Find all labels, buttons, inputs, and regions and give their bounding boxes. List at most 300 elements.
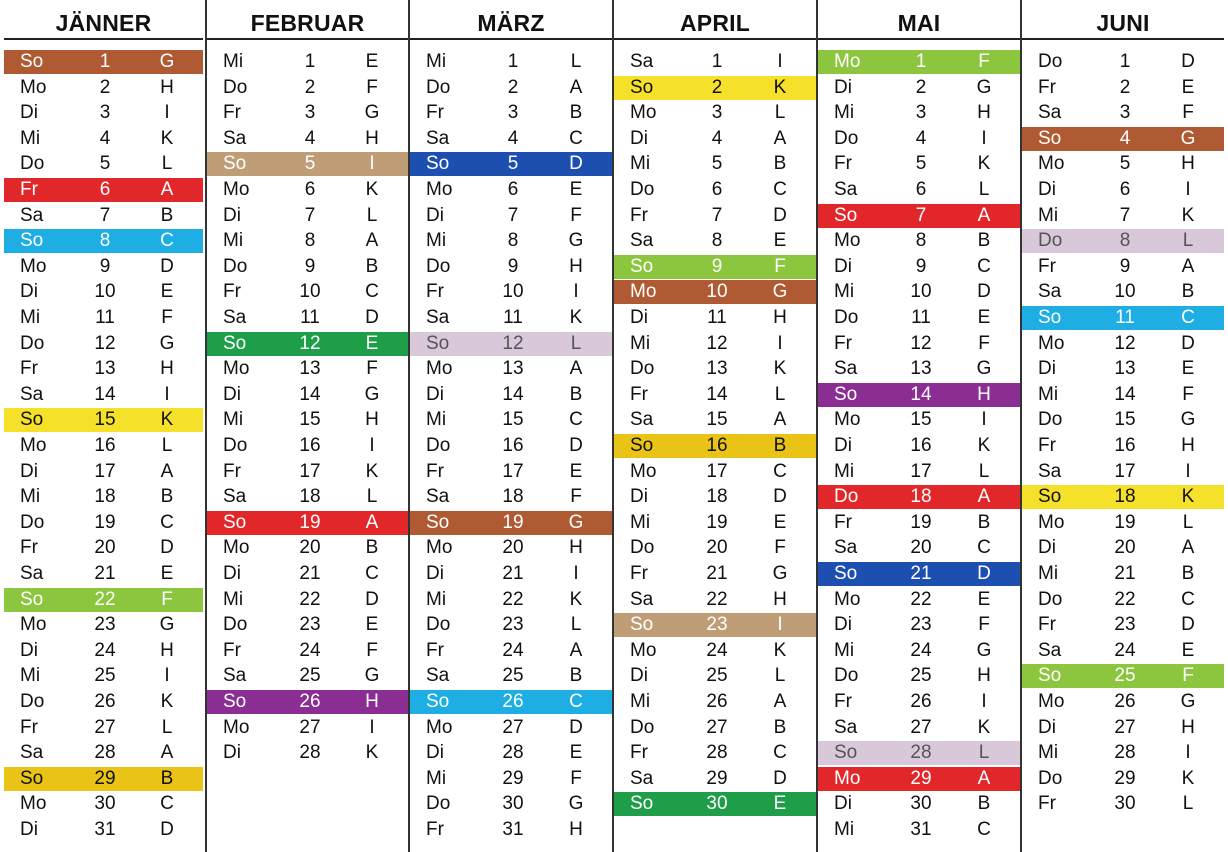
day-number: 25 — [94, 665, 116, 687]
highlighted-day-row — [818, 741, 1020, 765]
sunday-letter: E — [773, 793, 787, 815]
sunday-letter: L — [570, 332, 582, 354]
day-number: 6 — [711, 179, 723, 200]
weekday-label: Fr — [630, 383, 648, 405]
sunday-letter: D — [773, 204, 787, 226]
day-number: 19 — [910, 511, 932, 533]
day-number: 1 — [507, 51, 519, 72]
day-number: 10 — [502, 281, 524, 303]
day-row — [614, 50, 816, 74]
weekday-label: So — [834, 742, 858, 764]
weekday-label: Mi — [834, 281, 855, 303]
sunday-letter: G — [772, 563, 788, 584]
day-row — [1022, 792, 1224, 816]
weekday-label: Fr — [223, 102, 241, 124]
weekday-label: Sa — [1038, 281, 1062, 303]
weekday-label: Mo — [426, 358, 453, 380]
day-row — [1022, 434, 1224, 458]
day-number: 14 — [299, 383, 321, 405]
sunday-letter: I — [573, 281, 579, 303]
day-number: 27 — [94, 716, 116, 738]
sunday-letter: I — [981, 409, 987, 431]
day-row — [818, 664, 1020, 688]
weekday-label: So — [1038, 486, 1062, 508]
weekday-label: Mo — [834, 588, 861, 610]
highlighted-day-row — [410, 152, 612, 176]
sunday-letter: C — [773, 179, 787, 200]
day-number: 11 — [300, 307, 320, 328]
day-number: 8 — [711, 230, 723, 252]
weekday-label: Di — [20, 102, 38, 124]
sunday-letter: B — [1181, 281, 1195, 303]
weekday-label: Di — [223, 563, 241, 584]
day-row — [410, 101, 612, 125]
day-number: 12 — [706, 332, 728, 354]
day-row — [614, 511, 816, 535]
sunday-letter: H — [160, 76, 174, 98]
weekday-label: So — [20, 409, 44, 431]
sunday-letter: K — [977, 153, 991, 175]
highlighted-day-row — [4, 50, 203, 74]
sunday-letter: K — [773, 76, 787, 98]
day-number: 21 — [94, 563, 116, 584]
sunday-letter: I — [573, 563, 579, 584]
sunday-letter: C — [160, 793, 174, 815]
highlighted-day-row — [1022, 127, 1224, 151]
day-row — [614, 536, 816, 560]
day-row — [4, 562, 203, 586]
day-row — [818, 255, 1020, 279]
day-row — [818, 434, 1020, 458]
weekday-label: Di — [630, 486, 648, 508]
day-row — [4, 152, 203, 176]
day-row — [614, 127, 816, 151]
highlighted-day-row — [614, 613, 816, 637]
highlighted-day-row — [614, 434, 816, 458]
day-row — [614, 152, 816, 176]
weekday-label: Sa — [426, 486, 450, 508]
day-number: 2 — [304, 76, 316, 98]
weekday-label: Sa — [630, 588, 654, 610]
day-number: 26 — [502, 691, 524, 712]
day-number: 1 — [304, 51, 316, 72]
weekday-label: Mi — [1038, 742, 1059, 764]
sunday-letter: D — [365, 588, 379, 610]
day-row — [614, 178, 816, 202]
sunday-letter: H — [365, 691, 379, 712]
weekday-label: Fr — [1038, 614, 1056, 636]
day-number: 28 — [706, 742, 728, 764]
day-number: 9 — [711, 255, 723, 277]
weekday-label: Mi — [20, 665, 41, 687]
weekday-label: Mi — [426, 409, 447, 431]
weekday-label: So — [20, 588, 44, 610]
day-number: 27 — [706, 716, 728, 738]
day-number: 19 — [706, 511, 728, 533]
day-row — [4, 255, 203, 279]
sunday-letter: D — [569, 435, 583, 456]
day-row — [1022, 511, 1224, 535]
day-row — [1022, 562, 1224, 586]
day-row — [207, 76, 408, 100]
weekday-label: Di — [20, 819, 38, 840]
sunday-letter: E — [569, 179, 583, 200]
sunday-letter: B — [365, 537, 379, 559]
weekday-label: So — [223, 511, 247, 533]
weekday-label: Do — [426, 793, 451, 815]
weekday-label: Sa — [1038, 639, 1062, 661]
weekday-label: Mo — [426, 537, 453, 559]
column-divider — [1020, 0, 1022, 852]
weekday-label: Di — [834, 793, 852, 815]
day-number: 2 — [99, 76, 111, 98]
sunday-letter: F — [570, 486, 582, 508]
weekday-label: Do — [1038, 230, 1063, 252]
day-number: 2 — [915, 76, 927, 98]
weekday-label: Do — [20, 332, 45, 354]
weekday-label: Mo — [223, 716, 250, 738]
day-number: 24 — [910, 639, 932, 661]
day-row — [1022, 690, 1224, 714]
day-row — [207, 255, 408, 279]
day-row — [4, 357, 203, 381]
day-number: 31 — [94, 819, 116, 840]
day-number: 2 — [1119, 76, 1131, 98]
weekday-label: Mo — [630, 460, 657, 482]
day-row — [410, 818, 612, 842]
sunday-letter: F — [774, 537, 786, 559]
day-number: 16 — [910, 435, 932, 456]
weekday-label: So — [223, 691, 247, 712]
day-row — [410, 639, 612, 663]
day-number: 12 — [1114, 332, 1136, 354]
day-row — [1022, 178, 1224, 202]
sunday-letter: B — [365, 255, 379, 277]
day-row — [207, 460, 408, 484]
day-row — [4, 127, 203, 151]
weekday-label: Do — [223, 76, 248, 98]
sunday-letter: B — [773, 716, 787, 738]
weekday-label: Sa — [426, 127, 450, 149]
day-number: 18 — [502, 486, 524, 508]
day-row — [410, 792, 612, 816]
day-number: 27 — [1114, 716, 1136, 738]
day-number: 21 — [910, 563, 932, 584]
weekday-label: Fr — [834, 332, 852, 354]
weekday-label: Mi — [630, 691, 651, 712]
month-header: MÄRZ — [410, 0, 612, 40]
sunday-letter: E — [977, 588, 991, 610]
weekday-label: Fr — [630, 742, 648, 764]
sunday-letter: H — [569, 819, 583, 840]
day-row — [1022, 741, 1224, 765]
weekday-label: Di — [1038, 716, 1056, 738]
sunday-letter: C — [160, 230, 174, 252]
day-number: 10 — [299, 281, 321, 303]
weekday-label: So — [834, 383, 858, 405]
sunday-letter: I — [1185, 742, 1191, 764]
day-number: 20 — [299, 537, 321, 559]
day-number: 1 — [99, 51, 111, 72]
sunday-letter: D — [569, 153, 583, 175]
sunday-letter: C — [977, 255, 991, 277]
weekday-label: Di — [834, 435, 852, 456]
day-number: 23 — [910, 614, 932, 636]
sunday-letter: L — [366, 204, 378, 226]
sunday-letter: E — [773, 230, 787, 252]
day-number: 28 — [502, 742, 524, 764]
sunday-letter: A — [1181, 255, 1195, 277]
sunday-letter: E — [773, 511, 787, 533]
day-row — [818, 101, 1020, 125]
day-row — [4, 332, 203, 356]
weekday-label: Do — [834, 665, 859, 687]
sunday-letter: L — [366, 486, 378, 508]
day-number: 8 — [304, 230, 316, 252]
weekday-label: Do — [426, 76, 451, 98]
day-row — [614, 204, 816, 228]
day-row — [207, 229, 408, 253]
sunday-letter: D — [1181, 51, 1195, 72]
day-number: 29 — [1114, 767, 1136, 789]
highlighted-day-row — [1022, 229, 1224, 253]
weekday-label: Do — [630, 537, 655, 559]
highlighted-day-row — [614, 280, 816, 304]
day-row — [614, 460, 816, 484]
day-row — [614, 639, 816, 663]
day-row — [207, 536, 408, 560]
day-row — [1022, 588, 1224, 612]
day-row — [410, 613, 612, 637]
day-number: 2 — [711, 76, 723, 98]
sunday-letter: E — [365, 614, 379, 636]
day-number: 23 — [1114, 614, 1136, 636]
day-row — [410, 664, 612, 688]
day-number: 27 — [910, 716, 932, 738]
sunday-letter: H — [365, 127, 379, 149]
weekday-label: Di — [426, 563, 444, 584]
day-number: 12 — [910, 332, 932, 354]
day-number: 26 — [706, 691, 728, 712]
day-row — [818, 152, 1020, 176]
weekday-label: Mo — [1038, 511, 1065, 533]
month-column-1 — [4, 0, 203, 852]
day-number: 13 — [1114, 358, 1136, 380]
sunday-letter: I — [369, 435, 375, 456]
sunday-letter: H — [773, 307, 787, 328]
day-row — [207, 613, 408, 637]
day-row — [614, 485, 816, 509]
weekday-label: Di — [834, 255, 852, 277]
day-number: 4 — [711, 127, 723, 149]
sunday-letter: L — [570, 614, 582, 636]
weekday-label: Mi — [20, 127, 41, 149]
highlighted-day-row — [1022, 306, 1224, 330]
highlighted-day-row — [818, 204, 1020, 228]
weekday-label: Do — [223, 435, 248, 456]
sunday-letter: K — [1181, 486, 1195, 508]
day-row — [818, 511, 1020, 535]
day-number: 5 — [99, 153, 111, 175]
month-column-3 — [410, 0, 612, 852]
weekday-label: Mi — [1038, 563, 1059, 584]
day-row — [4, 383, 203, 407]
day-number: 7 — [304, 204, 316, 226]
day-number: 10 — [706, 281, 728, 303]
day-number: 23 — [502, 614, 524, 636]
day-row — [410, 408, 612, 432]
sunday-letter: C — [1181, 307, 1195, 328]
day-number: 14 — [1114, 383, 1136, 405]
sunday-letter: A — [773, 127, 787, 149]
sunday-letter: H — [1181, 716, 1195, 738]
day-number: 3 — [711, 102, 723, 124]
sunday-letter: D — [977, 563, 991, 584]
weekday-label: Mo — [426, 179, 453, 200]
weekday-label: Sa — [834, 179, 858, 200]
day-row — [1022, 383, 1224, 407]
sunday-letter: D — [160, 819, 174, 840]
highlighted-day-row — [4, 588, 203, 612]
day-number: 15 — [502, 409, 524, 431]
day-number: 29 — [706, 767, 728, 789]
sunday-letter: K — [773, 358, 787, 380]
day-number: 26 — [299, 691, 321, 712]
day-number: 23 — [706, 614, 728, 636]
weekday-label: So — [20, 230, 44, 252]
weekday-label: Fr — [1038, 255, 1056, 277]
day-number: 30 — [706, 793, 728, 815]
day-row — [818, 280, 1020, 304]
weekday-label: Mi — [223, 51, 244, 72]
day-number: 6 — [915, 179, 927, 200]
sunday-letter: K — [365, 742, 379, 764]
day-row — [4, 434, 203, 458]
highlighted-day-row — [4, 408, 203, 432]
weekday-label: So — [223, 332, 247, 354]
sunday-letter: E — [1181, 358, 1195, 380]
day-row — [410, 229, 612, 253]
day-row — [818, 306, 1020, 330]
sunday-letter: G — [364, 102, 380, 124]
sunday-letter: K — [977, 435, 991, 456]
day-number: 11 — [1115, 307, 1135, 328]
weekday-label: Sa — [426, 307, 450, 328]
sunday-letter: K — [365, 179, 379, 200]
sunday-letter: H — [977, 102, 991, 124]
day-number: 22 — [94, 588, 116, 610]
sunday-letter: F — [978, 51, 990, 72]
sunday-letter: K — [1181, 767, 1195, 789]
sunday-letter: E — [160, 563, 174, 584]
day-row — [207, 562, 408, 586]
day-number: 22 — [1114, 588, 1136, 610]
weekday-label: Mi — [834, 819, 855, 840]
sunday-letter: A — [977, 767, 991, 789]
day-number: 15 — [94, 409, 116, 431]
day-row — [818, 716, 1020, 740]
day-row — [410, 767, 612, 791]
day-number: 26 — [1114, 691, 1136, 712]
sunday-letter: G — [364, 383, 380, 405]
weekday-label: Do — [834, 486, 859, 508]
day-number: 5 — [304, 153, 316, 175]
sunday-letter: H — [773, 588, 787, 610]
weekday-label: Fr — [834, 511, 852, 533]
weekday-label: Do — [20, 511, 45, 533]
day-number: 28 — [910, 742, 932, 764]
day-number: 26 — [94, 691, 116, 712]
day-number: 15 — [1114, 409, 1136, 431]
weekday-label: Fr — [630, 563, 648, 584]
weekday-label: Sa — [20, 204, 44, 226]
sunday-letter: A — [365, 230, 379, 252]
day-row — [614, 332, 816, 356]
day-row — [207, 204, 408, 228]
day-number: 30 — [94, 793, 116, 815]
weekday-label: Mo — [630, 639, 657, 661]
weekday-label: Fr — [20, 537, 38, 559]
day-row — [614, 664, 816, 688]
month-column-4 — [614, 0, 816, 852]
weekday-label: Di — [630, 665, 648, 687]
weekday-label: So — [1038, 127, 1062, 149]
weekday-label: Sa — [20, 742, 44, 764]
sunday-letter: F — [570, 767, 582, 789]
weekday-label: Do — [20, 153, 45, 175]
day-row — [4, 741, 203, 765]
sunday-letter: L — [570, 51, 582, 72]
day-number: 14 — [910, 383, 932, 405]
sunday-letter: H — [1181, 435, 1195, 456]
month-column-2 — [207, 0, 408, 852]
day-row — [818, 127, 1020, 151]
day-row — [818, 536, 1020, 560]
month-column-5 — [818, 0, 1020, 852]
weekday-label: Fr — [223, 460, 241, 482]
sunday-letter: H — [569, 537, 583, 559]
day-number: 16 — [1114, 435, 1136, 456]
day-number: 9 — [507, 255, 519, 277]
highlighted-day-row — [4, 178, 203, 202]
day-row — [614, 690, 816, 714]
highlighted-day-row — [1022, 664, 1224, 688]
day-number: 25 — [706, 665, 728, 687]
day-number: 10 — [94, 281, 116, 303]
day-row — [4, 511, 203, 535]
weekday-label: Mi — [630, 153, 651, 175]
weekday-label: Di — [834, 76, 852, 98]
weekday-label: Fr — [1038, 76, 1056, 98]
day-row — [207, 639, 408, 663]
sunday-letter: H — [365, 409, 379, 431]
day-row — [1022, 613, 1224, 637]
sunday-letter: A — [160, 742, 174, 764]
day-row — [410, 76, 612, 100]
sunday-letter: A — [569, 639, 583, 661]
highlighted-day-row — [614, 76, 816, 100]
day-row — [818, 408, 1020, 432]
day-number: 19 — [1114, 511, 1136, 533]
weekday-label: Do — [630, 358, 655, 380]
day-number: 8 — [99, 230, 111, 252]
sunday-letter: I — [981, 691, 987, 712]
sunday-letter: E — [1181, 76, 1195, 98]
sunday-letter: B — [160, 204, 174, 226]
sunday-letter: C — [569, 409, 583, 431]
day-row — [614, 357, 816, 381]
weekday-label: Mi — [834, 102, 855, 124]
